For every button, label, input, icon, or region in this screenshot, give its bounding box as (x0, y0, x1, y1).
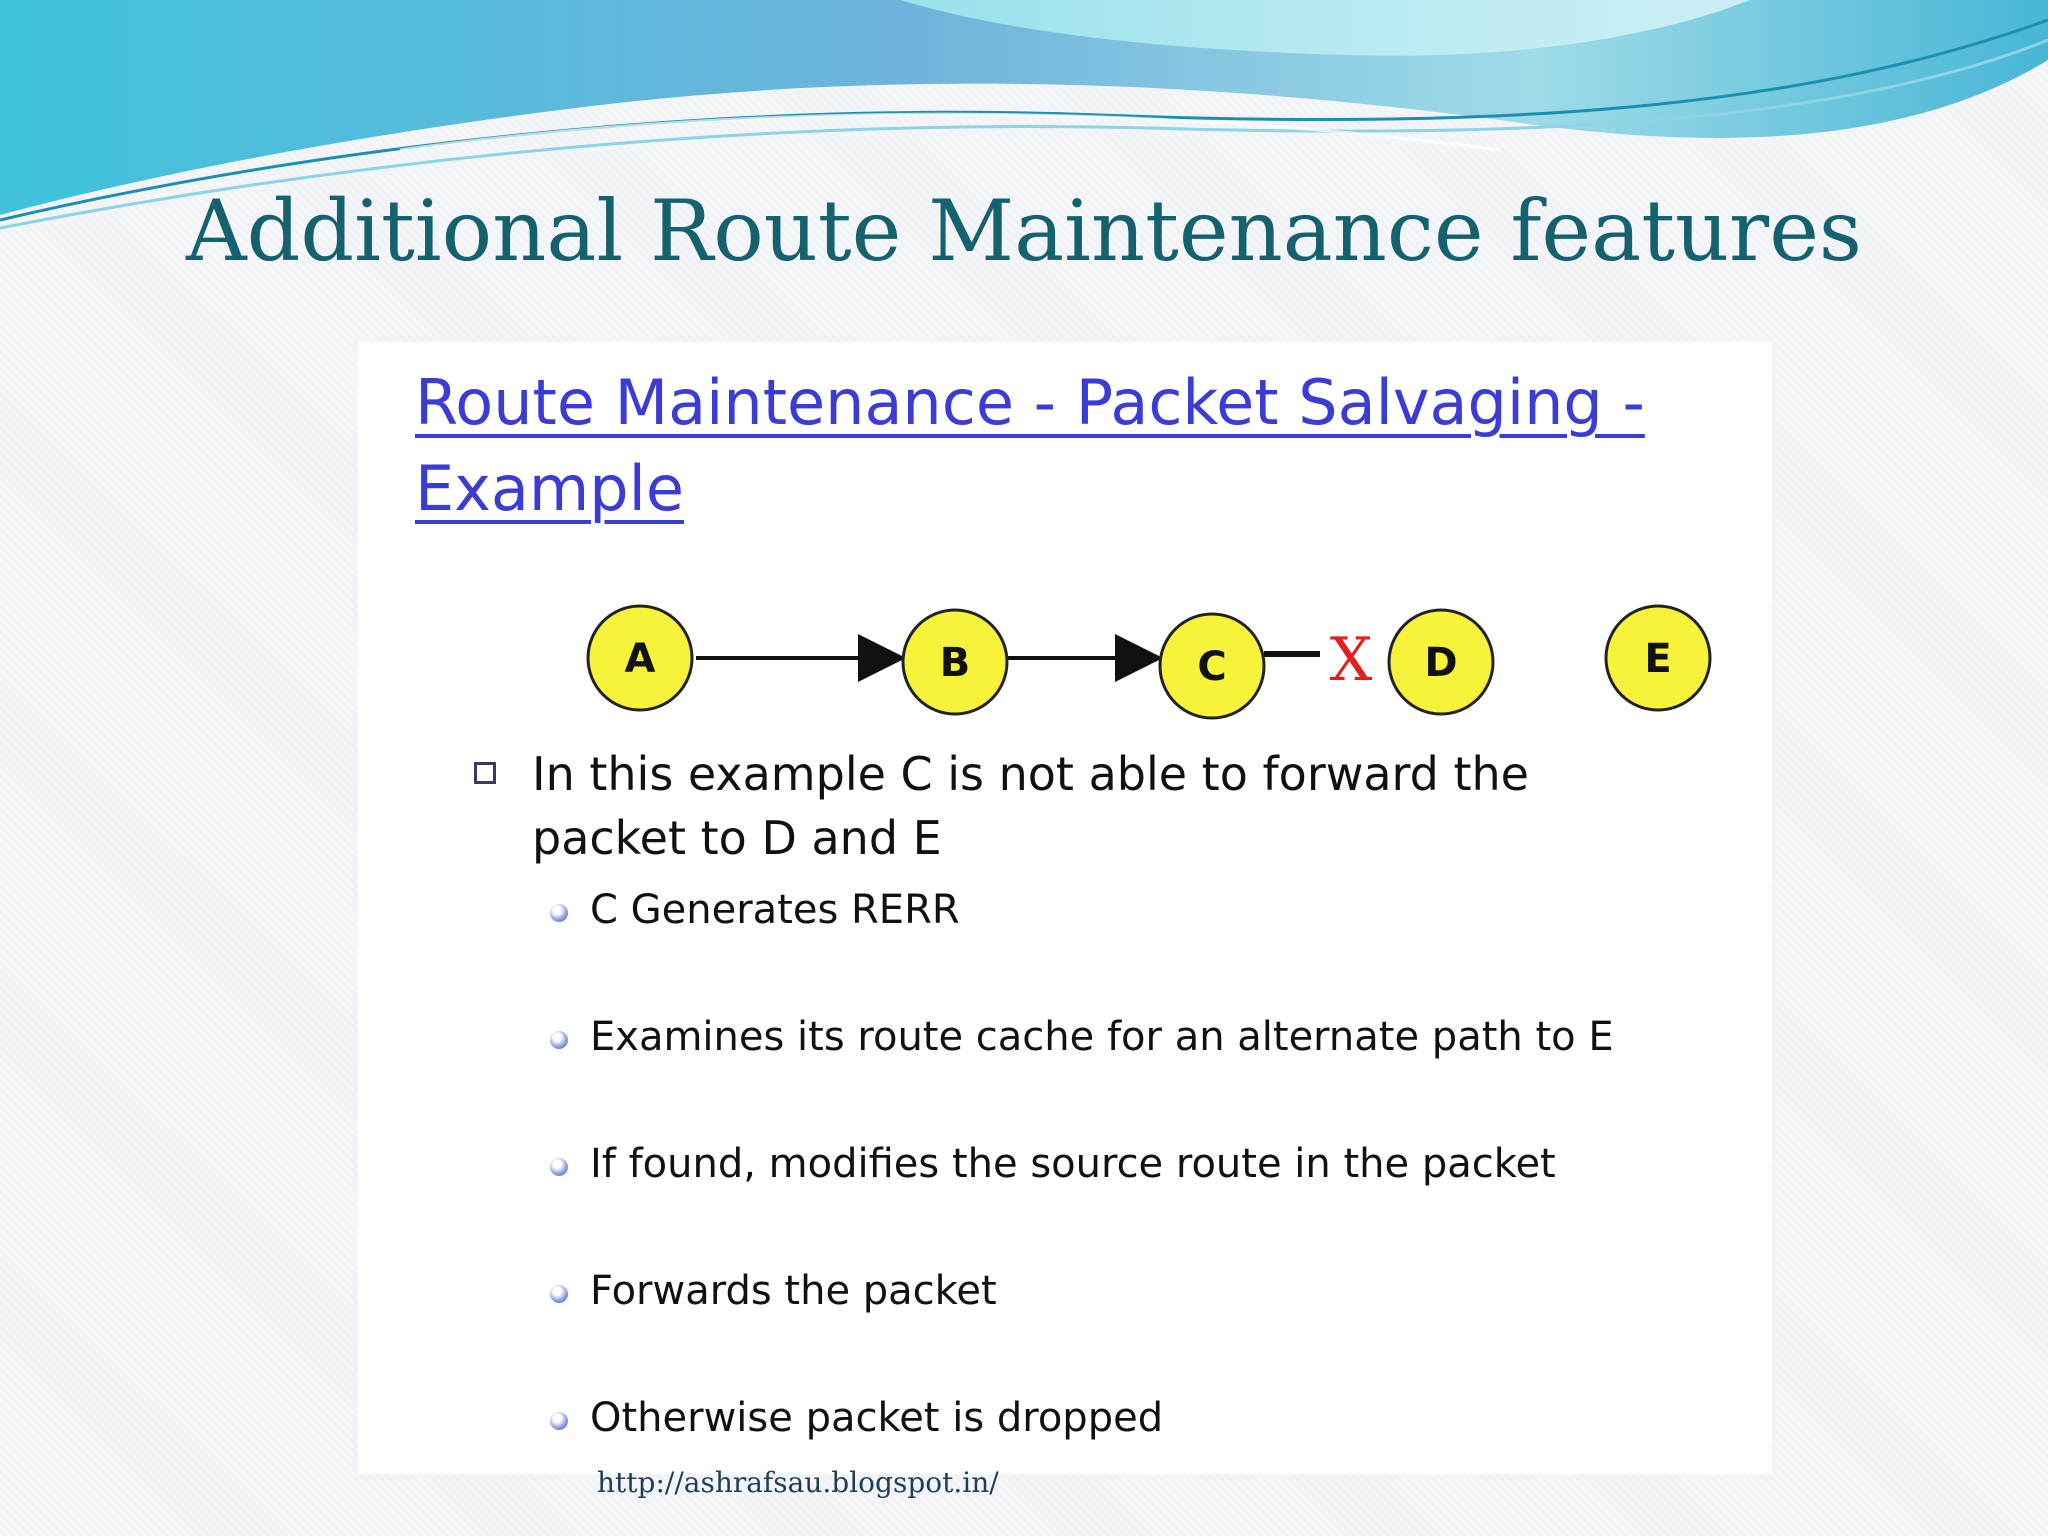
main-bullet-text: In this example C is not able to forward the packet to D and E (532, 747, 1529, 865)
node-b-label: B (939, 640, 971, 686)
circle-bullet-icon (550, 1412, 568, 1430)
sub-bullet-text: C Generates RERR (590, 887, 960, 933)
broken-link-mark: X (1329, 625, 1373, 695)
sub-bullet-text: Otherwise packet is dropped (590, 1395, 1164, 1441)
sub-bullet-item (550, 1390, 1730, 1450)
circle-bullet-icon (550, 904, 568, 922)
node-e (1606, 606, 1710, 710)
node-c-label: C (1197, 644, 1227, 690)
node-c (1160, 614, 1264, 718)
node-a-label: A (624, 636, 656, 682)
route-diagram (358, 542, 1772, 742)
sub-bullet-text: Examines its route cache for an alternate path to E (590, 1014, 1614, 1060)
node-b (903, 610, 1007, 714)
circle-bullet-icon (550, 1158, 568, 1176)
footer-url[interactable]: http://ashrafsau.blogspot.in/ (597, 1466, 999, 1499)
bullet-list (358, 742, 1772, 1472)
sub-bullet-item (550, 1009, 1730, 1069)
node-d (1389, 610, 1493, 714)
circle-bullet-icon (550, 1285, 568, 1303)
sub-bullet-text: If found, modifies the source route in the packet (590, 1141, 1556, 1187)
sub-bullet-item (550, 1136, 1730, 1196)
sub-bullet-text: Forwards the packet (590, 1268, 997, 1314)
circle-bullet-icon (550, 1031, 568, 1049)
slide-title: Additional Route Maintenance features (185, 182, 1863, 280)
content-heading: Route Maintenance - Packet Salvaging - Example (415, 366, 1645, 525)
square-bullet-icon (474, 762, 496, 784)
node-a (588, 606, 692, 710)
node-e-label: E (1644, 636, 1672, 682)
sub-bullet-item (550, 882, 1730, 942)
node-d-label: D (1424, 640, 1458, 686)
content-panel (358, 342, 1772, 1474)
sub-bullet-item (550, 1263, 1730, 1323)
